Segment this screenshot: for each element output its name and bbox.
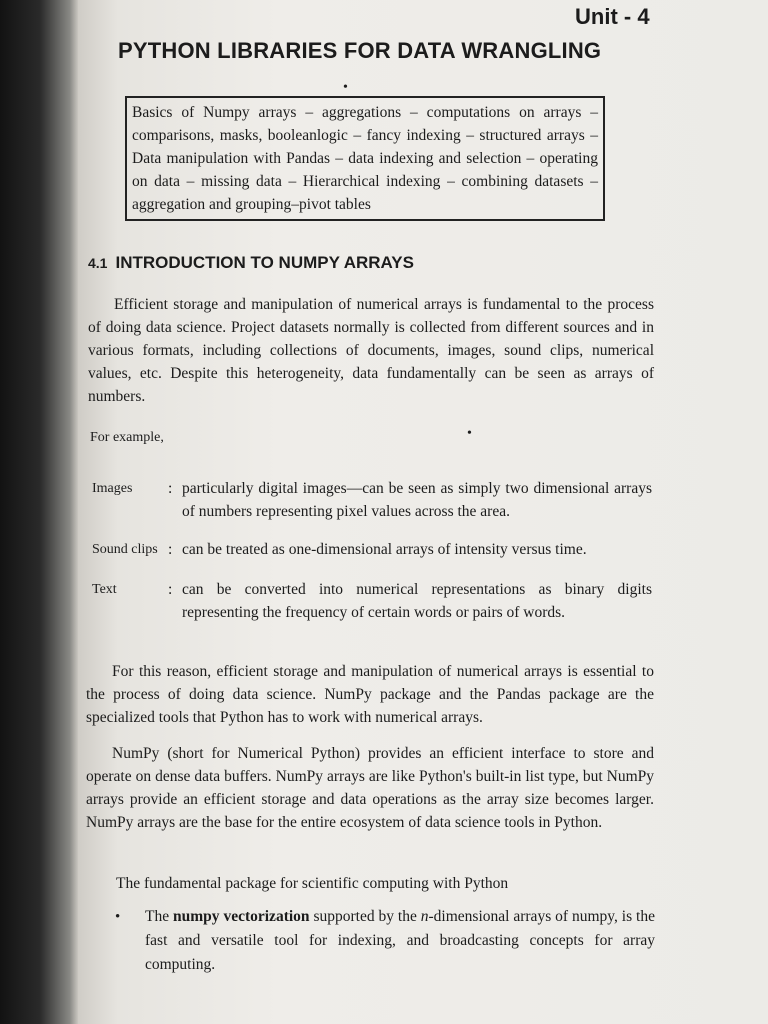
paragraph-intro: Efficient storage and manipulation of numerical arrays is fundamental to the process of doing data science. Project datasets normally is collected from different sources and in various formats, including collections of documents, images, sound clips, numerical values, etc. Despite this heterogeneity, data fundamentally can be seen as arrays of numbers. xyxy=(88,296,654,405)
bullet-marker: • xyxy=(115,909,121,925)
unit-label: Unit - 4 xyxy=(575,4,650,29)
example-term: Images xyxy=(92,481,133,496)
example-colon: : xyxy=(168,541,173,558)
example-description: can be converted into numerical representations as binary digits representing the frequency of certain words or pairs of words. xyxy=(182,581,652,621)
dot-mark: • xyxy=(343,80,348,95)
example-description: particularly digital images—can be seen as simply two dimensional arrays of numbers representing pixel values across the area. xyxy=(182,480,652,520)
chapter-title: PYTHON LIBRARIES FOR DATA WRANGLING xyxy=(118,38,602,63)
example-description: can be treated as one-dimensional arrays of intensity versus time. xyxy=(182,541,587,558)
paragraph-numpy: NumPy (short for Numerical Python) provides an efficient interface to store and operate on dense data buffers. NumPy arrays are like Python's built-in list type, but NumPy arrays provide an efficient storage and data operations as the array size becomes larger. NumPy arrays are the base for the entire ecosystem of data science tools in Python. xyxy=(86,745,654,831)
example-colon: : xyxy=(168,581,173,598)
section-heading xyxy=(88,253,414,273)
section-title: INTRODUCTION TO NUMPY ARRAYS xyxy=(115,253,414,272)
bullet-text: The numpy vectorization supported by the n-dimensional arrays of numpy, is the fast and versatile tool for indexing, and broadcasting concepts for array computing. xyxy=(145,908,655,973)
dot-mark: • xyxy=(467,426,472,441)
example-colon: : xyxy=(168,480,173,497)
syllabus-box: Basics of Numpy arrays – aggregations – computations on arrays – comparisons, masks, booleanlogic – fancy indexing – structured arrays – Data manipulation with Pandas – data indexing and selection – operating on data – missing data – Hierarchical indexing – combining datasets – aggregation and grouping–pivot tables xyxy=(125,96,605,221)
example-term: Sound clips xyxy=(92,542,158,557)
for-example-label: For example, xyxy=(90,430,164,445)
book-binding-edge xyxy=(0,0,78,1024)
section-number: 4.1 xyxy=(88,255,108,271)
paragraph-fundamental: The fundamental package for scientific computing with Python xyxy=(116,875,509,892)
example-term: Text xyxy=(92,582,117,597)
paragraph-reason: For this reason, efficient storage and manipulation of numerical arrays is essential to the process of doing data science. NumPy package and the Pandas package are the specialized tools that Python has to work with numerical arrays. xyxy=(86,663,654,726)
